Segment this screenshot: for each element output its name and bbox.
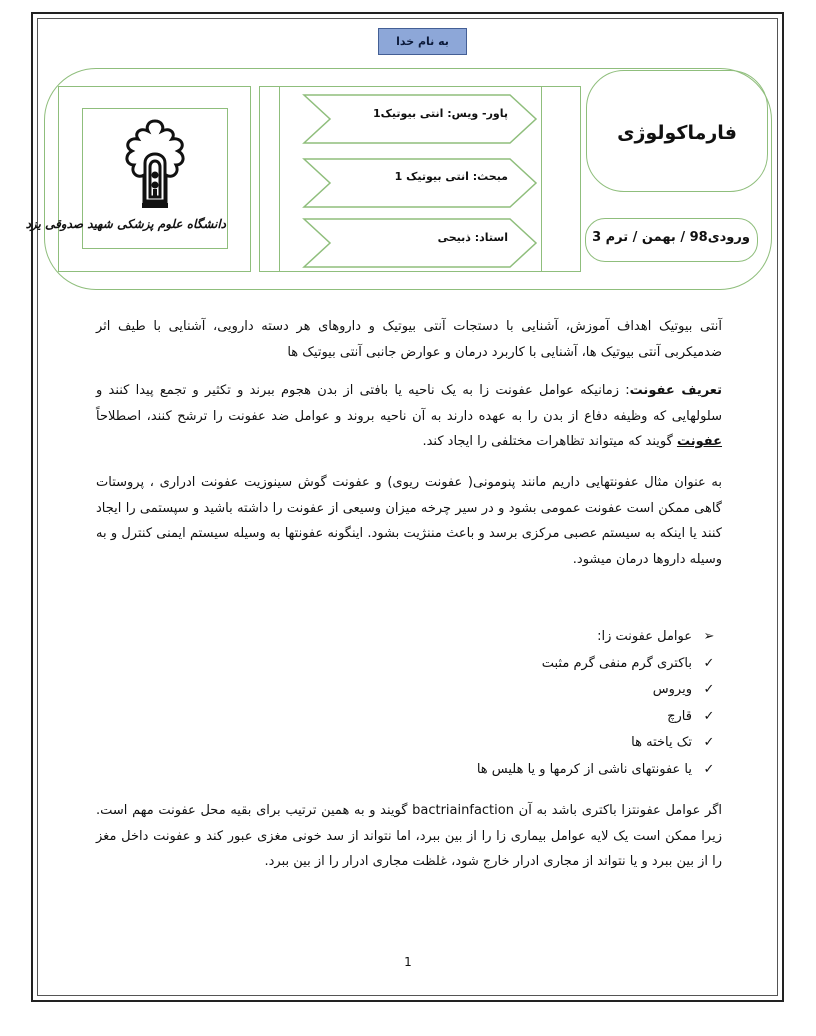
definition-term: تعریف عفونت xyxy=(629,383,723,398)
arrow-bullet-icon: ➢ xyxy=(703,629,715,644)
divider-line xyxy=(279,86,280,272)
check-icon: ✓ xyxy=(703,682,715,697)
instructor-label: استاد: ذبیحی xyxy=(437,231,508,244)
university-emblem-icon xyxy=(112,117,198,213)
divider-line xyxy=(541,86,542,272)
list-item: ✓قارچ xyxy=(380,704,720,731)
paragraph-examples: به عنوان مثال عفونتهایی داریم مانند پنومونی( عفونت ریوی) و عفونت گوش سینوزیت عفونت ادراری ، پروستات گاهی ممکن است عفونت عمومی بشود و در سیر چرخه میزان وسیعی از عفونت را داشته باشید و سپستمی را ایجاد کنند یا اینکه به سیستم عصبی مرکزی برسد و باعث مننژیت بشود. اینگونه عفونتها به وسیله سیستم ایمنی کنترل و به وسیله داروها درمان میشود. xyxy=(96,475,722,567)
course-title: فارماکولوژی xyxy=(617,122,737,144)
paragraph-bacterial: اگر عوامل عفونتزا باکتری باشد به آن bactriainfaction گویند و به همین ترتیب برای بقیه محل عفونت مهم است. زیرا ممکن است یک لایه عوامل بیماری زا را از بین ببرد، اما نتواند از سد خونی مغزی عبور کند و عفونت داخل مغز را از بین ببرد و یا نتواند از مجاری ادرار خارج شود، غلظت مجاری ادرار را از بین ببرد. xyxy=(96,803,722,869)
university-name: دانشگاه علوم پزشکی شهید صدوقی یزد xyxy=(25,217,226,231)
list-item: ✓باکتری گرم منفی گرم مثبت xyxy=(380,651,720,678)
topic-label: مبحث: انتی بیوتیک 1 xyxy=(394,170,508,183)
paragraph-definition xyxy=(96,378,722,455)
definition-text: : زمانیکه عوامل عفونت زا به یک ناحیه یا بافتی از بدن هجوم ببرند و تکثیر و تجمع پیدا کنند و سلولهایی که وظیفه دفاع از بدن را به عهده دارند به آن ناحیه بروند و عوامل ضد عفونت را ترشح کنند، اصطلاحاً xyxy=(96,383,722,424)
list-item: ✓یا عفونتهای ناشی از کرمها و یا هلیس ها xyxy=(380,757,720,784)
page-number: 1 xyxy=(404,955,412,969)
definition-term-underlined: عفونت xyxy=(676,434,722,449)
paragraph-intro: آنتی بیوتیک اهداف آموزش، آشنایی با دستجات آنتی بیوتیک و داروهای هر دسته دارویی، آشنایی با طیف اثر ضدمیکربی آنتی بیوتیک ها، آشنایی با کاربرد درمان و عوارض جانبی آنتی بیوتیک ها xyxy=(96,319,722,360)
definition-end: گویند که میتواند تظاهرات مختلفی را ایجاد کند. xyxy=(422,434,677,449)
list-item: ✓تک یاخته ها xyxy=(380,730,720,757)
check-icon: ✓ xyxy=(703,735,715,750)
check-icon: ✓ xyxy=(703,761,715,777)
list-item: ✓ویروس xyxy=(380,677,720,704)
infectious-agents-list xyxy=(380,624,720,783)
term-label: ورودی98 / بهمن / ترم 3 xyxy=(592,230,750,245)
list-heading: ➢عوامل عفونت زا: xyxy=(380,624,720,651)
arrow-banner-shape xyxy=(300,157,540,209)
bismillah-box: به نام خدا xyxy=(378,28,467,55)
check-icon: ✓ xyxy=(703,708,715,724)
powerpoint-label: پاور- ویس: انتی بیوتیک1 xyxy=(373,107,508,120)
check-icon: ✓ xyxy=(703,655,715,671)
